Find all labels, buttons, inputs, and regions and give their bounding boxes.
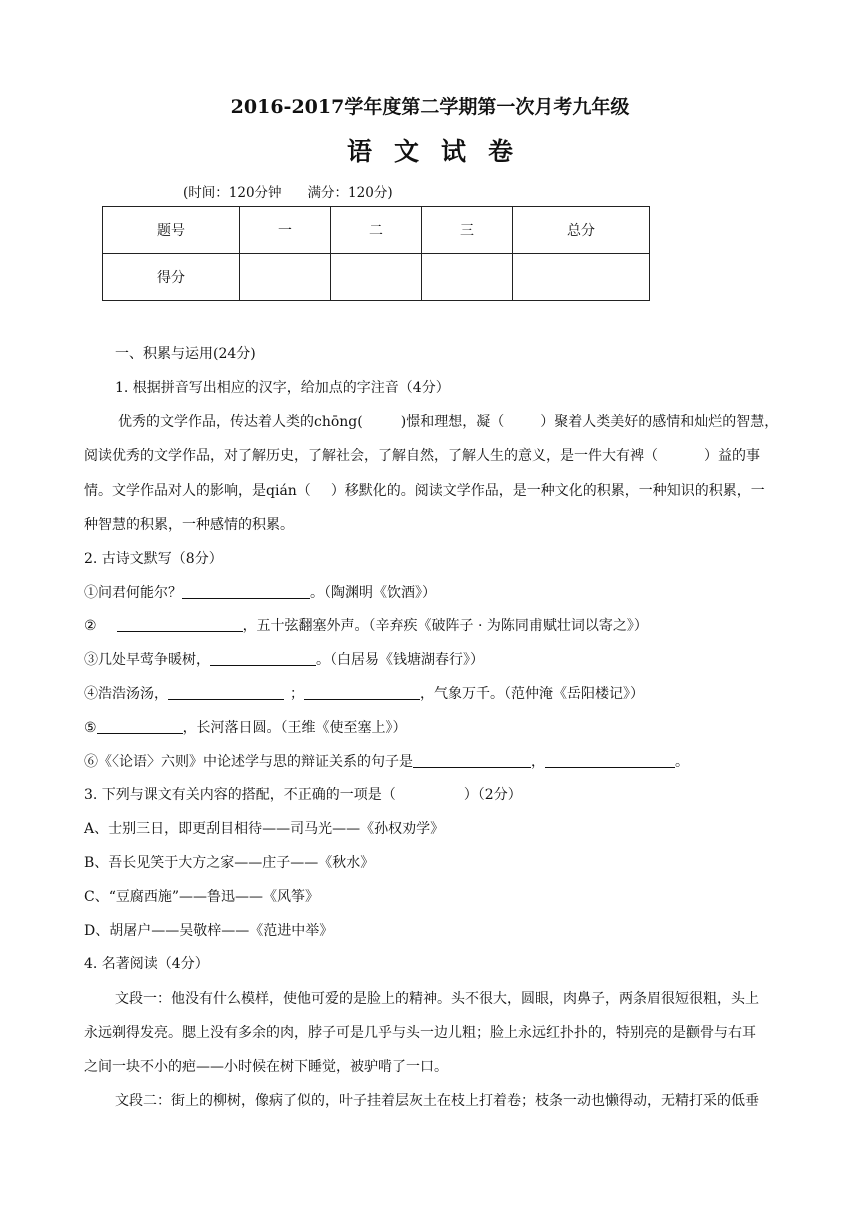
- q2-text: ④浩浩汤汤，: [84, 686, 168, 702]
- q2-text: ，五十弦翻塞外声。（辛弃疾《破阵子 · 为陈同甫赋壮词以寄之》）: [242, 618, 648, 634]
- q3-option-c[interactable]: C、“豆腐西施”——鲁迅——《风筝》: [84, 889, 320, 905]
- q4-passage-1-line: 文段一：他没有什么模样，使他可爱的是脸上的精神。头不很大，圆眼，肉鼻子，两条眉很短很粗，头上: [115, 991, 759, 1007]
- question-4-prompt: 4. 名著阅读（4分）: [84, 956, 209, 972]
- score-table-score-row: [103, 254, 650, 301]
- q2-line-2: [84, 615, 648, 635]
- answer-blank[interactable]: [97, 719, 183, 734]
- section-heading: 一、积累与运用(24分): [115, 346, 256, 362]
- q1-text: ）益的事: [704, 448, 760, 464]
- q3-text: 3. 下列与课文有关内容的搭配，不正确的一项是（: [84, 787, 396, 803]
- q1-line-1: [118, 411, 778, 431]
- q2-line-4: [84, 683, 644, 703]
- score-cell[interactable]: [331, 254, 422, 301]
- answer-blank[interactable]: [413, 753, 531, 768]
- question-2-prompt: 2. 古诗文默写（8分）: [84, 551, 223, 567]
- answer-blank[interactable]: [304, 685, 420, 700]
- score-cell[interactable]: [513, 254, 650, 301]
- q4-passage-1-line: 永远剃得发亮。腮上没有多余的肉，脖子可是几乎与头一边儿粗；脸上永远红扑扑的，特别亮的是颧骨与右耳: [84, 1025, 756, 1041]
- q2-text: ，: [531, 754, 545, 770]
- score-table-header: 总分: [513, 207, 650, 254]
- time-label: (时间：120分钟: [183, 185, 282, 201]
- score-table-header: 三: [422, 207, 513, 254]
- q2-text: ②: [84, 618, 97, 634]
- q3-option-b[interactable]: B、吾长见笑于大方之家——庄子——《秋水》: [84, 855, 375, 871]
- q2-text: 。（白居易《钱塘湖春行》）: [316, 652, 484, 668]
- answer-blank[interactable]: [210, 651, 316, 666]
- q2-line-5: [84, 717, 407, 737]
- q1-text: 阅读优秀的文学作品，对了解历史，了解社会，了解自然，了解人生的意义，是一件大有裨（: [84, 448, 658, 464]
- answer-blank[interactable]: [117, 617, 243, 632]
- score-table-header: 一: [240, 207, 331, 254]
- score-table-header: 二: [331, 207, 422, 254]
- score-cell[interactable]: [240, 254, 331, 301]
- q2-text: ③几处早莺争暖树，: [84, 652, 210, 668]
- score-cell[interactable]: [422, 254, 513, 301]
- q2-text: ，长河落日圆。（王维《使至塞上》）: [182, 720, 407, 736]
- question-1-prompt: 1. 根据拼音写出相应的汉字，给加点的字注音（4分）: [115, 380, 450, 396]
- answer-blank[interactable]: [168, 685, 284, 700]
- score-row-label: 得分: [103, 254, 240, 301]
- q3-text: ）（2分）: [463, 787, 522, 803]
- q4-passage-2-line: 文段二：街上的柳树，像病了似的，叶子挂着层灰土在枝上打着卷；枝条一动也懒得动，无精打采的低垂: [115, 1093, 759, 1109]
- q1-text: ）移默化的。阅读文学作品，是一种文化的积累，一种知识的积累，一: [330, 483, 765, 499]
- question-3-prompt: [84, 784, 522, 804]
- q2-text: 。: [675, 754, 689, 770]
- q2-text: ⑥《〈论语〉六则》中论述学与思的辩证关系的句子是: [84, 754, 413, 770]
- q1-line-3: [84, 480, 765, 500]
- q1-text: 优秀的文学作品，传达着人类的chōng(: [118, 414, 363, 430]
- score-table: [102, 206, 650, 301]
- q1-text: 情。文学作品对人的影响，是qián（: [84, 483, 311, 499]
- q2-text: ，气象万千。（范仲淹《岳阳楼记》）: [420, 686, 644, 702]
- answer-blank[interactable]: [182, 584, 310, 599]
- q3-option-a[interactable]: A、士别三日，即更刮目相待——司马光——《孙权劝学》: [84, 821, 445, 837]
- q4-passage-1-line: 之间一块不小的疤——小时候在树下睡觉，被驴啃了一口。: [84, 1059, 448, 1075]
- score-table-header: 题号: [103, 207, 240, 254]
- q3-option-d[interactable]: D、胡屠户——吴敬梓——《范进中举》: [84, 923, 334, 939]
- q2-text: ①问君何能尔？: [84, 585, 182, 601]
- time-score-info: [183, 181, 393, 201]
- q2-text: ⑤: [84, 720, 97, 736]
- full-score-label: 满分：120分): [307, 185, 393, 201]
- q2-line-1: [84, 582, 436, 602]
- q2-line-3: [84, 649, 484, 669]
- exam-subtitle: 语文试卷: [346, 137, 535, 166]
- q2-text: ；: [290, 686, 304, 702]
- score-table-header-row: [103, 207, 650, 254]
- q1-line-4: 种智慧的积累，一种感情的积累。: [84, 517, 294, 533]
- exam-title: 2016-2017学年度第二学期第一次月考九年级: [230, 96, 630, 118]
- q2-line-6: [84, 751, 689, 771]
- answer-blank[interactable]: [545, 753, 675, 768]
- q1-line-2: [84, 445, 760, 465]
- q1-text: )憬和理想，凝（: [400, 414, 505, 430]
- q2-text: 。（陶渊明《饮酒》）: [310, 585, 436, 601]
- q1-text: ）聚着人类美好的感情和灿烂的智慧，: [540, 414, 779, 430]
